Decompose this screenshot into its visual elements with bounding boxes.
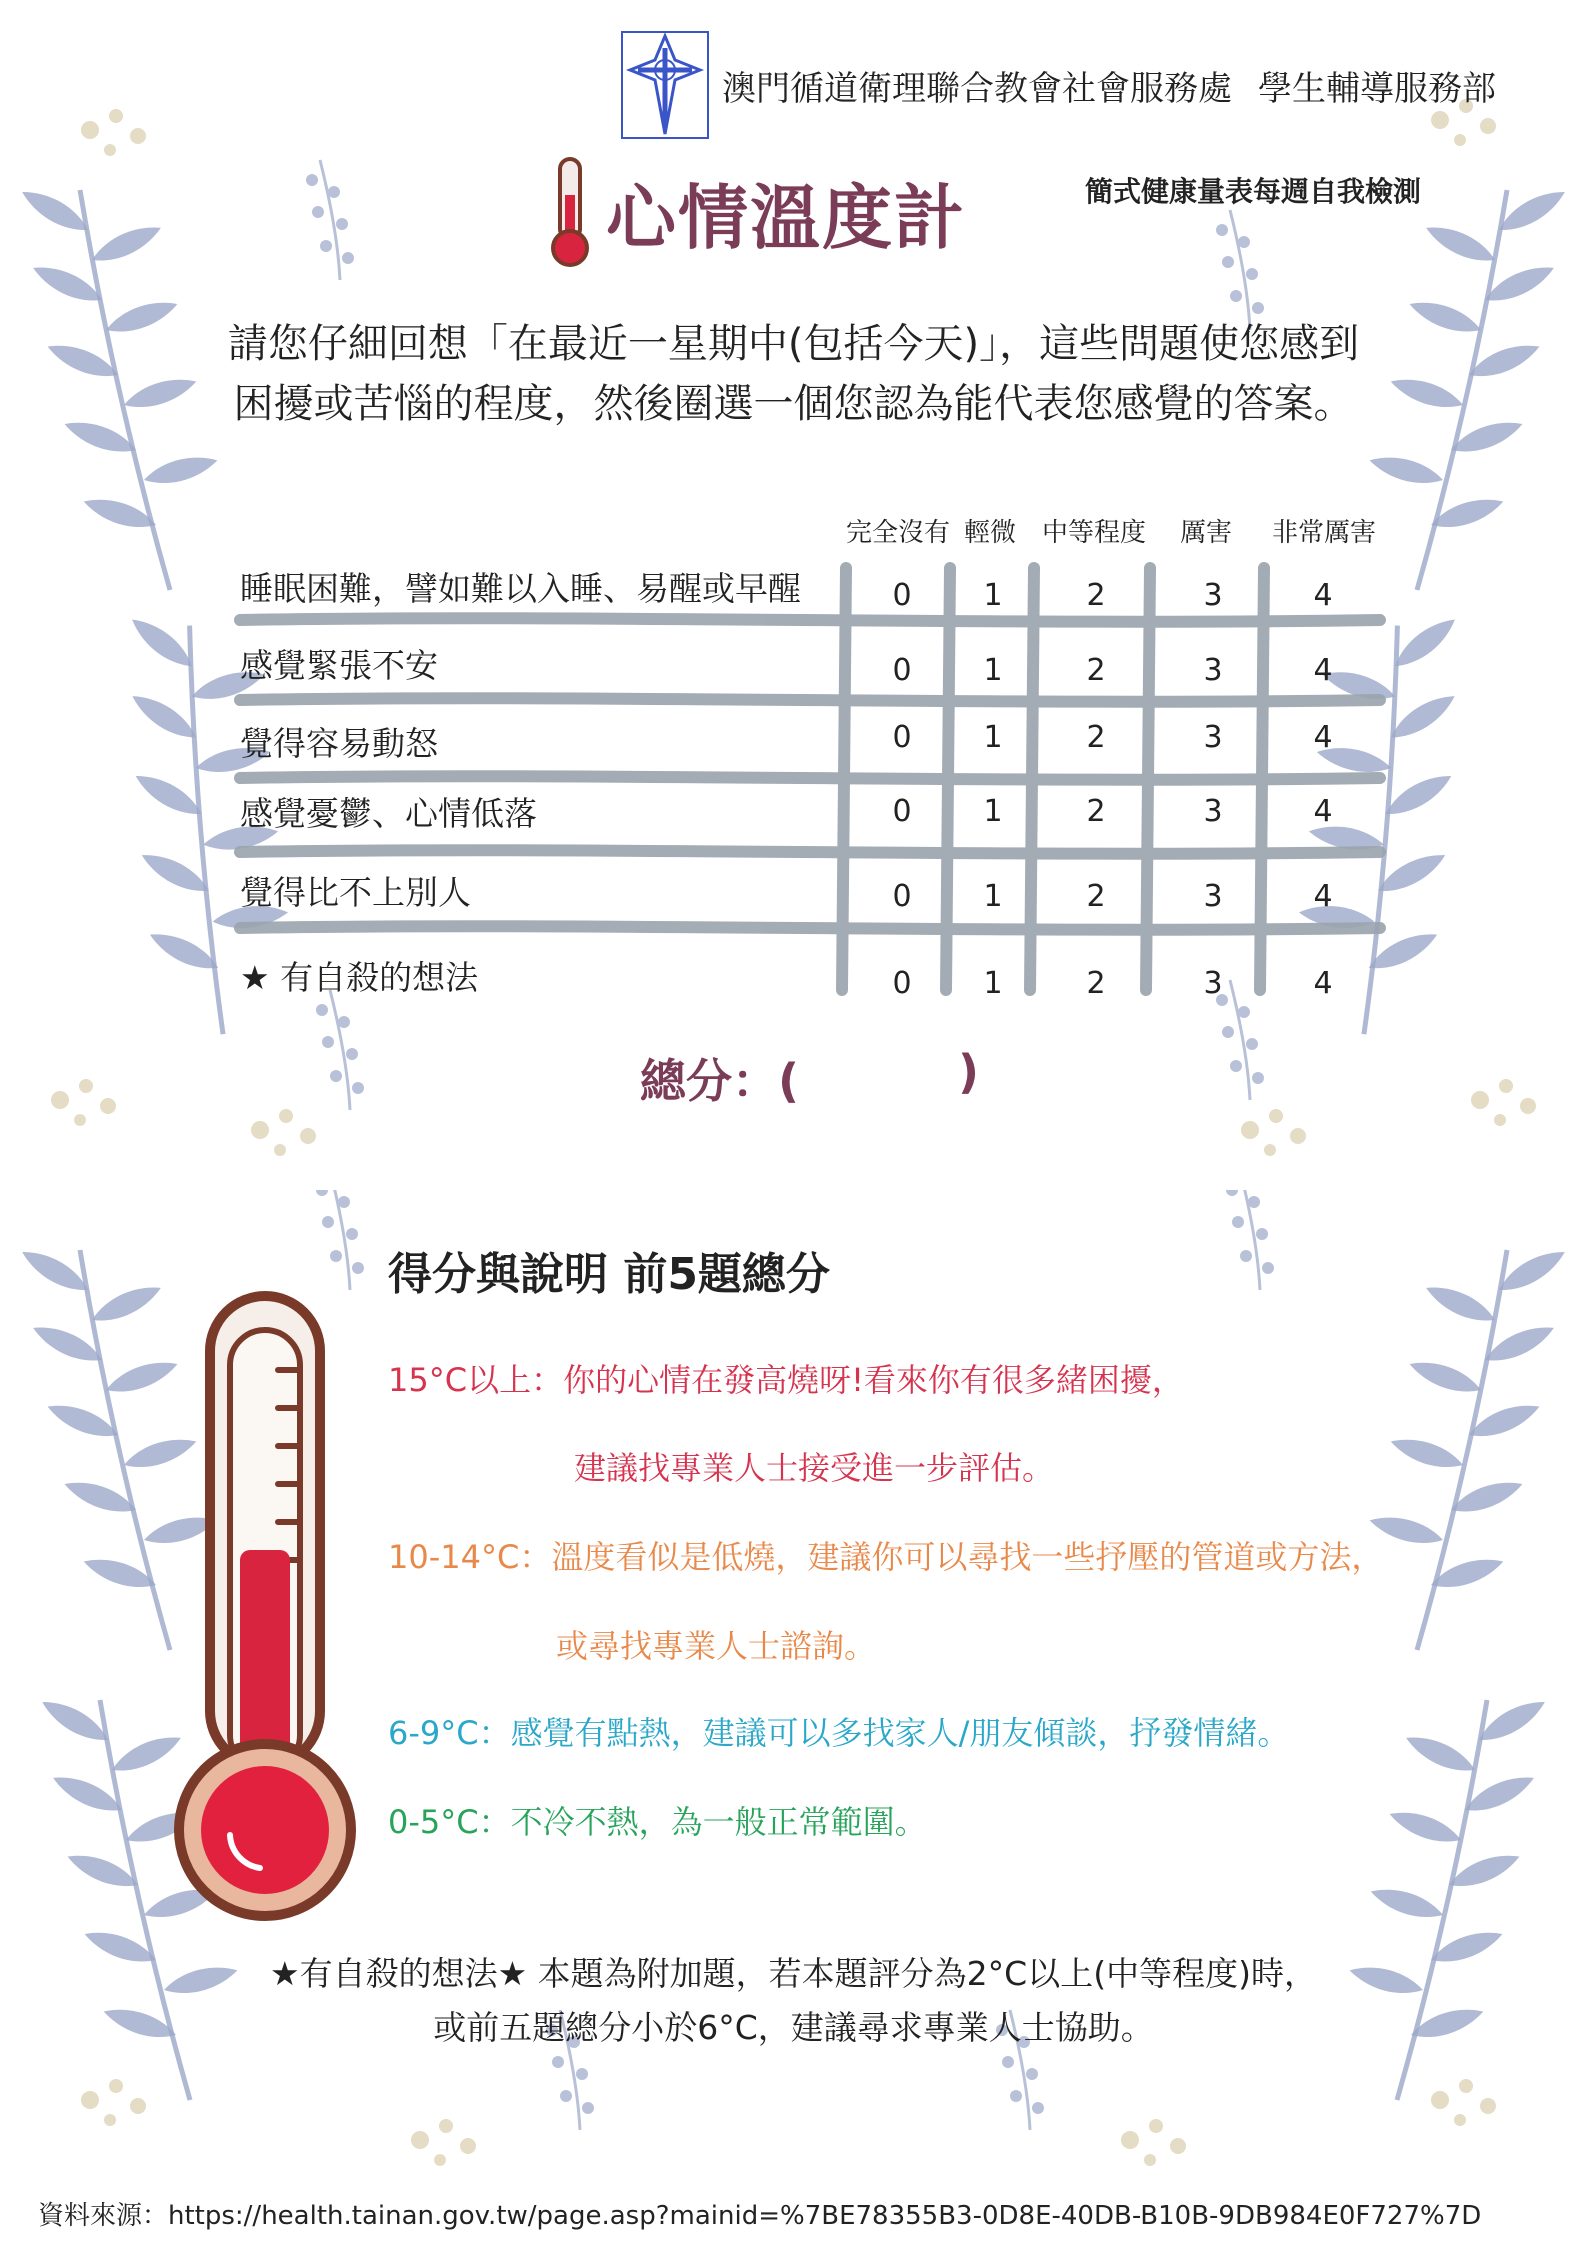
score-option[interactable]: 4 — [1313, 720, 1333, 755]
scoring-title: 得分與說明 前5題總分 — [388, 1249, 830, 1300]
question-sleep: 睡眠困難，譬如難以入睡、易醒或早醒 — [240, 569, 801, 608]
score-option[interactable]: 0 — [892, 720, 912, 755]
score-option[interactable]: 4 — [1313, 879, 1333, 914]
column-header-none: 完全沒有 — [845, 518, 951, 548]
score-option[interactable]: 1 — [983, 879, 1003, 914]
suicide-note-line-2: 或前五題總分小於6°C，建議尋求專業人士協助。 — [433, 2008, 1154, 2047]
score-option[interactable]: 3 — [1203, 966, 1223, 1001]
question-nervous: 感覺緊張不安 — [240, 646, 438, 685]
total-score-close: ) — [958, 1045, 980, 1099]
score-option[interactable]: 3 — [1203, 879, 1223, 914]
large-thermometer-icon — [160, 1290, 370, 1930]
score-option[interactable]: 2 — [1086, 720, 1106, 755]
legend-0-5: 0-5°C：不冷不熱，為一般正常範圍。 — [388, 1803, 927, 1841]
column-header-moderate: 中等程度 — [1041, 518, 1147, 548]
score-option[interactable]: 0 — [892, 966, 912, 1001]
question-irritable: 覺得容易動怒 — [240, 724, 438, 763]
page-title: 心情溫度計 — [606, 177, 966, 259]
suicide-note-line-1: ★有自殺的想法★ 本題為附加題，若本題評分為2°C以上(中等程度)時， — [270, 1954, 1317, 1993]
score-option[interactable]: 1 — [983, 578, 1003, 613]
legend-15-plus: 15°C以上：你的心情在發高燒呀!看來你有很多緒困擾， — [388, 1361, 1184, 1399]
score-option[interactable]: 1 — [983, 794, 1003, 829]
score-option[interactable]: 2 — [1086, 879, 1106, 914]
total-score-label: 總分：( — [640, 1054, 800, 1108]
score-option[interactable]: 4 — [1313, 653, 1333, 688]
score-option[interactable]: 4 — [1313, 794, 1333, 829]
legend-10-14-advice: 或尋找專業人士諮詢。 — [556, 1627, 877, 1665]
score-option[interactable]: 3 — [1203, 653, 1223, 688]
question-inferior: 覺得比不上別人 — [240, 873, 471, 912]
source-citation: 資料來源：https://health.tainan.gov.tw/page.asp?mainid=%7BE78355B3-0D8E-40DB-B10B-9DB984E0F727%7D — [38, 2201, 1482, 2231]
score-option[interactable]: 3 — [1203, 578, 1223, 613]
intro-line-2: 困擾或苦惱的程度，然後圈選一個您認為能代表您感覺的答案。 — [233, 381, 1354, 427]
score-option[interactable]: 1 — [983, 653, 1003, 688]
score-option[interactable]: 2 — [1086, 794, 1106, 829]
score-option[interactable]: 1 — [983, 720, 1003, 755]
score-option[interactable]: 0 — [892, 578, 912, 613]
question-depressed: 感覺憂鬱、心情低落 — [240, 794, 537, 833]
column-header-severe: 厲害 — [1179, 518, 1233, 548]
score-option[interactable]: 2 — [1086, 578, 1106, 613]
score-option[interactable]: 0 — [892, 653, 912, 688]
score-option[interactable]: 2 — [1086, 653, 1106, 688]
score-option[interactable]: 0 — [892, 794, 912, 829]
score-option[interactable]: 3 — [1203, 794, 1223, 829]
legend-15-plus-advice: 建議找專業人士接受進一步評估。 — [574, 1449, 1055, 1487]
organization-name: 澳門循道衛理聯合教會社會服務處 — [722, 68, 1232, 109]
column-header-mild: 輕微 — [963, 518, 1017, 548]
page-subtitle: 簡式健康量表每週自我檢測 — [1085, 175, 1422, 208]
question-suicidal: ★ 有自殺的想法 — [240, 958, 479, 997]
score-option[interactable]: 3 — [1203, 720, 1223, 755]
legend-10-14: 10-14°C：溫度看似是低燒，建議你可以尋找一些抒壓的管道或方法， — [388, 1538, 1384, 1576]
score-option[interactable]: 0 — [892, 879, 912, 914]
score-option[interactable]: 4 — [1313, 578, 1333, 613]
score-option[interactable]: 4 — [1313, 966, 1333, 1001]
column-header-very-severe: 非常厲害 — [1271, 518, 1377, 548]
score-option[interactable]: 2 — [1086, 966, 1106, 1001]
legend-6-9: 6-9°C：感覺有點熱，建議可以多找家人/朋友傾談，抒發情緒。 — [388, 1714, 1290, 1752]
rating-grid — [0, 0, 1587, 1100]
intro-line-1: 請您仔細回想「在最近一星期中(包括今天)」，這些問題使您感到 — [227, 321, 1360, 367]
department-name: 學生輔導服務部 — [1258, 68, 1496, 109]
score-option[interactable]: 1 — [983, 966, 1003, 1001]
